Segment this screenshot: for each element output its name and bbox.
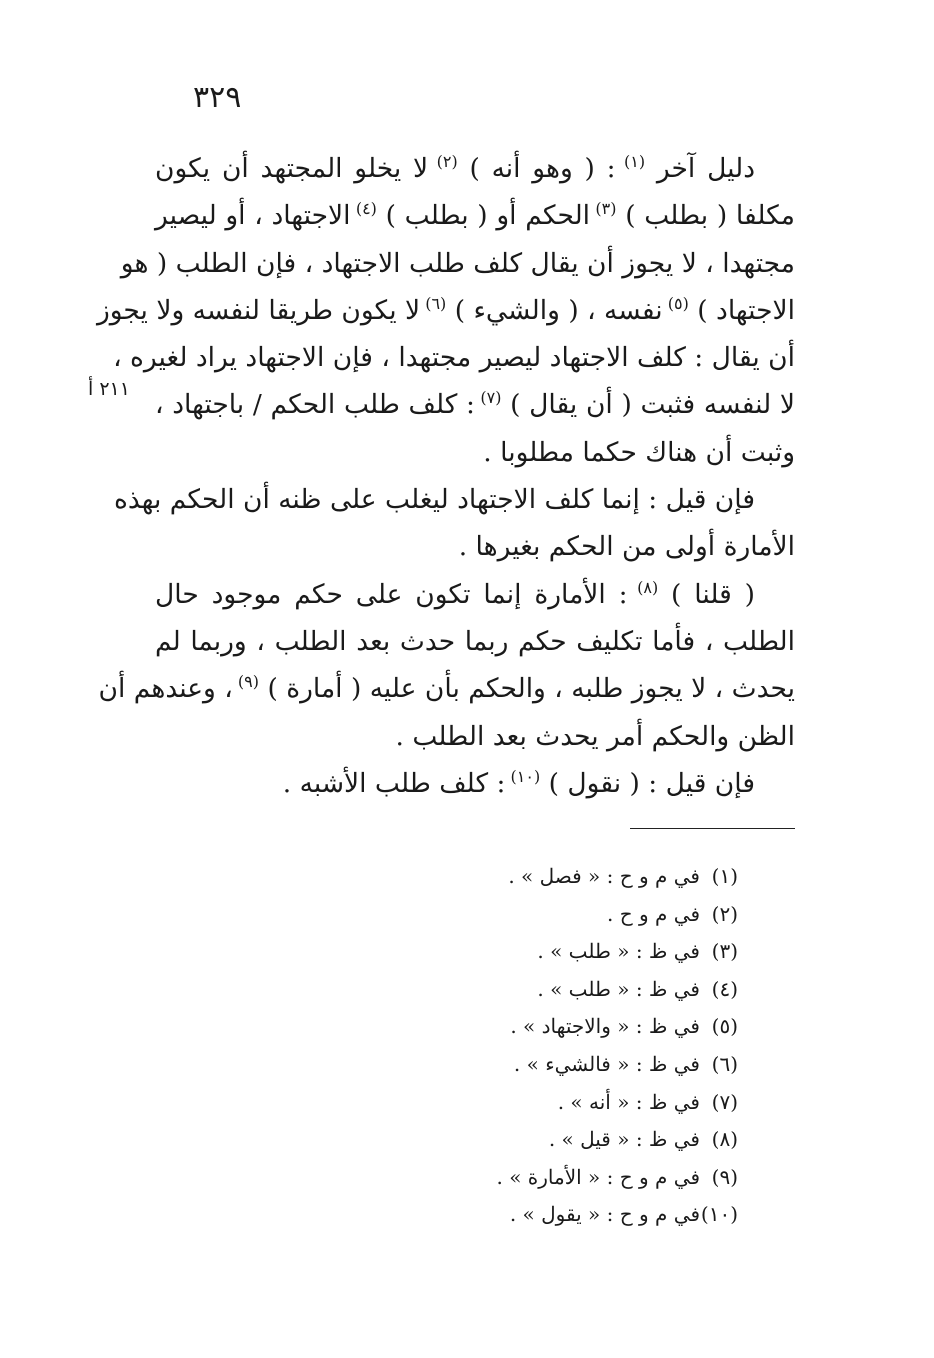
footnote-ref: (١): [615, 152, 646, 172]
footnote-item: [496, 1084, 738, 1122]
body-line-text: دليل آخر: [645, 153, 756, 184]
footnote-number: (١): [711, 864, 738, 888]
body-line: [113, 476, 795, 523]
body-line: [155, 618, 795, 665]
body-line-text: الاجتهاد ، أو ليصير: [155, 200, 351, 232]
footnote-text: في ظ : « قيل » .: [548, 1127, 700, 1152]
body-line: [96, 287, 795, 334]
footnote-number: (٢): [711, 901, 738, 926]
margin-note: ٢١١ أ: [88, 378, 130, 400]
page-number: ٣٢٩: [193, 80, 242, 115]
body-line-text: أن يقال : كلف الاجتهاد ليصير مجتهدا ، فإن الاجتهاد يراد لغيره ،: [113, 342, 795, 374]
footnote-ref: (٨): [627, 577, 659, 597]
body-line: [155, 192, 795, 239]
body-line-text: : كلف طلب الأشبه .: [282, 767, 506, 799]
footnote-text: في ظ : « والاجتهاد » .: [510, 1014, 700, 1039]
body-line-text: ( قلنا ): [658, 578, 755, 610]
body-line-text: : الأمارة إنما تكون على حكم موجود حال: [155, 578, 628, 610]
footnote-text: في ظ : « أنه » .: [557, 1089, 700, 1114]
body-line-text: الظن والحكم أمر يحدث بعد الطلب .: [395, 720, 795, 752]
body-line-text: الحكم أو ( بطلب ): [376, 200, 591, 232]
footnote-text: في ظ : « فالشيء » .: [513, 1051, 700, 1076]
footnote-item: [496, 858, 738, 896]
body-line-text: لا لنفسه فثبت ( أن يقال ): [501, 389, 796, 421]
body-line: [155, 760, 795, 807]
footnote-number: (١٠): [700, 1202, 738, 1227]
footnote-item: [496, 1196, 738, 1234]
body-line-text: الاجتهاد ): [688, 294, 795, 326]
footnote-ref: (٦): [420, 294, 447, 314]
body-line-text: وثبت أن هناك حكما مطلوبا .: [483, 436, 795, 468]
body-line-text: فإن قيل : ( نقول ): [540, 767, 755, 799]
body-line-text: نفسه ، ( والشيء ): [446, 294, 663, 326]
footnote-text: في ظ : « طلب » .: [537, 976, 700, 1001]
body-line-text: الأمارة أولى من الحكم بغيرها .: [458, 531, 795, 563]
footnote-ref: (٣): [590, 199, 617, 219]
body-line: [155, 571, 795, 618]
footnotes-list: [496, 858, 738, 1234]
body-line: [155, 145, 795, 192]
footnote-number: (٤): [711, 976, 738, 1001]
footnote-text: في م و ح : « الأمارة » .: [496, 1164, 700, 1189]
footnote-text: في م و ح : « فصل » .: [508, 864, 700, 888]
body-line-text: : ( وهو أنه ): [457, 153, 616, 184]
footnote-number: (٦): [711, 1051, 738, 1076]
footnote-item: [496, 1046, 738, 1084]
footnote-number: (٩): [711, 1164, 738, 1189]
footnote-number: (٨): [711, 1127, 738, 1152]
body-line-text: الطلب ، فأما تكليف حكم ربما حدث بعد الطلب ، وربما لم: [155, 625, 795, 657]
body-line: [113, 334, 795, 381]
body-line-text: ، وعندهم أن: [98, 673, 233, 705]
footnote-item: [496, 1121, 738, 1159]
body-line: [155, 523, 795, 570]
footnote-item: [496, 896, 738, 934]
footnote-rule: [630, 828, 795, 829]
footnote-ref: (٩): [232, 672, 260, 692]
footnote-text: في م و ح : « يقول » .: [509, 1202, 700, 1227]
footnote-item: [496, 971, 738, 1009]
body-line-text: مجتهدا ، لا يجوز أن يقال كلف طلب الاجتهاد ، فإن الطلب ( هو: [120, 247, 795, 279]
footnote-ref: (٧): [475, 388, 502, 408]
body-line: [155, 429, 795, 476]
body-line-text: يحدث ، لا يجوز طلبه ، والحكم بأن عليه ( أمارة ): [259, 673, 795, 705]
footnote-item: [496, 933, 738, 971]
body-line: [155, 713, 795, 760]
footnote-ref: (٤): [350, 199, 377, 219]
body-line-text: لا يكون طريقا لنفسه ولا يجوز: [96, 294, 421, 326]
body-line-text: مكلفا ( بطلب ): [616, 200, 795, 232]
body-line-text: لا يخلو المجتهد أن يكون: [155, 153, 429, 184]
body-line-text: : كلف طلب الحكم / باجتهاد ،: [155, 389, 475, 421]
body-line: [120, 240, 795, 287]
body-line: [155, 381, 795, 428]
body-line-text: فإن قيل : إنما كلف الاجتهاد ليغلب على ظنه أن الحكم بهذه: [113, 484, 755, 516]
footnote-number: (٣): [711, 939, 738, 964]
footnote-item: [496, 1159, 738, 1197]
footnote-ref: (٥): [662, 294, 689, 314]
body-line: [98, 665, 795, 712]
footnote-ref: (٢): [428, 152, 458, 172]
footnote-number: (٥): [711, 1014, 738, 1039]
footnote-item: [496, 1008, 738, 1046]
footnote-ref: (١٠): [505, 767, 541, 787]
footnote-text: في ظ : « طلب » .: [537, 939, 700, 964]
footnote-text: في م و ح .: [607, 901, 700, 926]
footnote-number: (٧): [711, 1089, 738, 1114]
